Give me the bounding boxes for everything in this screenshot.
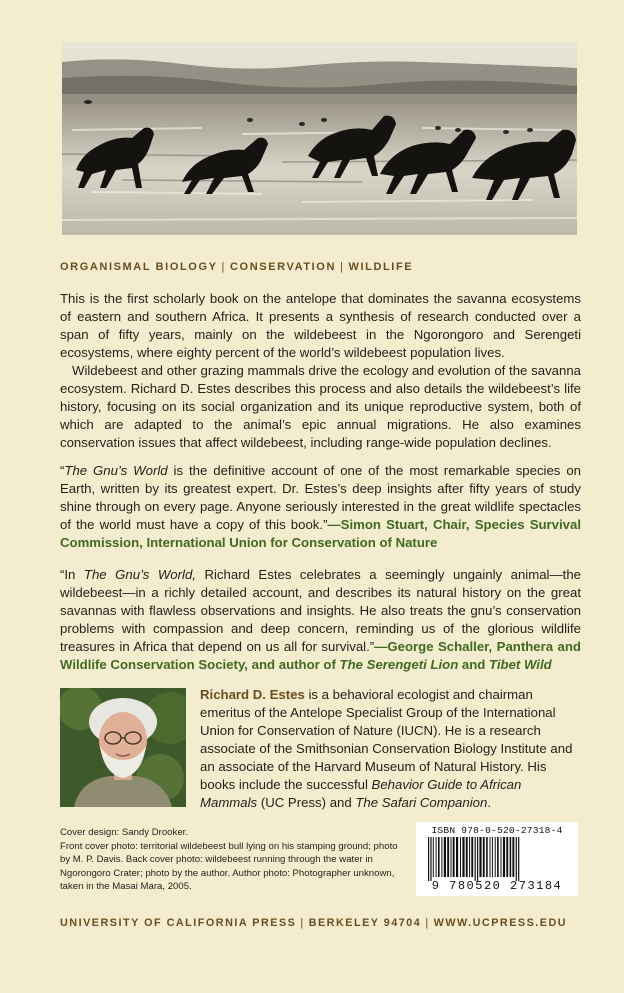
publisher-footer [60, 917, 580, 929]
bio-book-2: The Safari Companion [355, 795, 488, 810]
category-wildlife: WILDLIFE [348, 261, 414, 273]
bio-text: is a behavioral ecologist and chairman emeritus of the Antelope Specialist Group of the International Union for Conservation of Nature (IUCN). He is a research associate of the Smithsonian Conservation Biology Institute and an associate of the Harvard Museum of Natural History. His books include the successful [200, 687, 573, 792]
category-separator: | [340, 261, 345, 273]
publisher-name: UNIVERSITY OF CALIFORNIA PRESS [60, 917, 297, 929]
endorsement-quote-1 [60, 462, 581, 552]
isbn-label: ISBN 978-0-520-27318-4 [431, 825, 563, 836]
endorsement-quote-2 [60, 566, 581, 674]
quote-attribution: —Simon Stuart, Chair, Species Survival Commission, International Union for Conservation of Nature [60, 517, 582, 550]
quote-text: Richard Estes celebrates a seemingly ungainly animal—the wildebeest—in a richly detailed account, and describes its natural history on the great savannas with flawless observations and insights. He also treats the gnu’s conservation problems with compassion and deep concern, reminding us of the glorious wildlife treasures in Africa that depend on us all for survival.” [60, 567, 581, 654]
subject-categories [60, 261, 580, 273]
category-organismal-biology: ORGANISMAL BIOLOGY [60, 261, 218, 273]
quote-book-title: The Gnu’s World, [83, 567, 196, 582]
cover-design-credit: Cover design: Sandy Drooker. [60, 827, 188, 838]
quote-book-title: The Gnu’s World [64, 463, 168, 478]
isbn-barcode [416, 822, 578, 896]
description-paragraph-1: This is the first scholarly book on the antelope that dominates the savanna ecosystems of eastern and southern Africa. It presents a synthesis of research conducted over a span of fifty years, mainly on the wildebeest in the Ngorongoro and Serengeti ecosystems, where eighty percent of the world’s wildebeest population lives. [60, 291, 581, 360]
author-photo [60, 688, 186, 807]
publisher-website: WWW.UCPRESS.EDU [433, 917, 568, 929]
footer-separator: | [425, 917, 430, 929]
attribution-book-2: Tibet Wild [489, 657, 552, 672]
barcode-digits: 9 780520 273184 [431, 879, 563, 893]
cover-credits [60, 826, 400, 894]
quote-text: is the definitive account of one of the most remarkable species on Earth, written by its greatest expert. Dr. Estes’s deep insights after fifty years of study shine through on every page. Anyone seriously interested in the great wildlife spectacles of the world must have a copy of this book.” [60, 463, 581, 532]
attribution-book-1: The Serengeti Lion [339, 657, 459, 672]
bio-text: . [487, 795, 491, 810]
quote-open-mark: “ [60, 463, 65, 478]
publisher-city: BERKELEY 94704 [308, 917, 422, 929]
book-description [60, 290, 581, 452]
category-conservation: CONSERVATION [230, 261, 337, 273]
bio-text: (UC Press) and [257, 795, 356, 810]
quote-open-mark: “In [60, 567, 84, 582]
author-bio [200, 686, 582, 812]
attribution-and: and [458, 657, 490, 672]
description-paragraph-2: Wildebeest and other grazing mammals drive the ecology and evolution of the savanna ecosystem. Richard D. Estes describes this process and also details the wildebeest’s life history, focusing on its social organization and its unique reproductive system, both of which are adapted to the animal’s epic annual migrations. He also examines conservation issues that affect wildebeest, including range-wide population declines. [60, 363, 581, 450]
bio-book-1: Behavior Guide to African Mammals [200, 777, 522, 810]
attribution-text: —George Schaller, Panthera and Wildlife Conservation Society, and author of [60, 639, 581, 672]
photo-credits: Front cover photo: territorial wildebeest bull lying on his stamping ground; photo by M. P. Davis. Back cover photo: wildebeest running through the water in Ngorongoro Crater; photo by the author. Author photo: Photographer unknown, taken in the Masai Mara, 2005. [60, 840, 398, 892]
wildebeest-photo [62, 42, 577, 235]
footer-separator: | [300, 917, 305, 929]
category-separator: | [221, 261, 227, 273]
author-name: Richard D. Estes [200, 687, 305, 702]
